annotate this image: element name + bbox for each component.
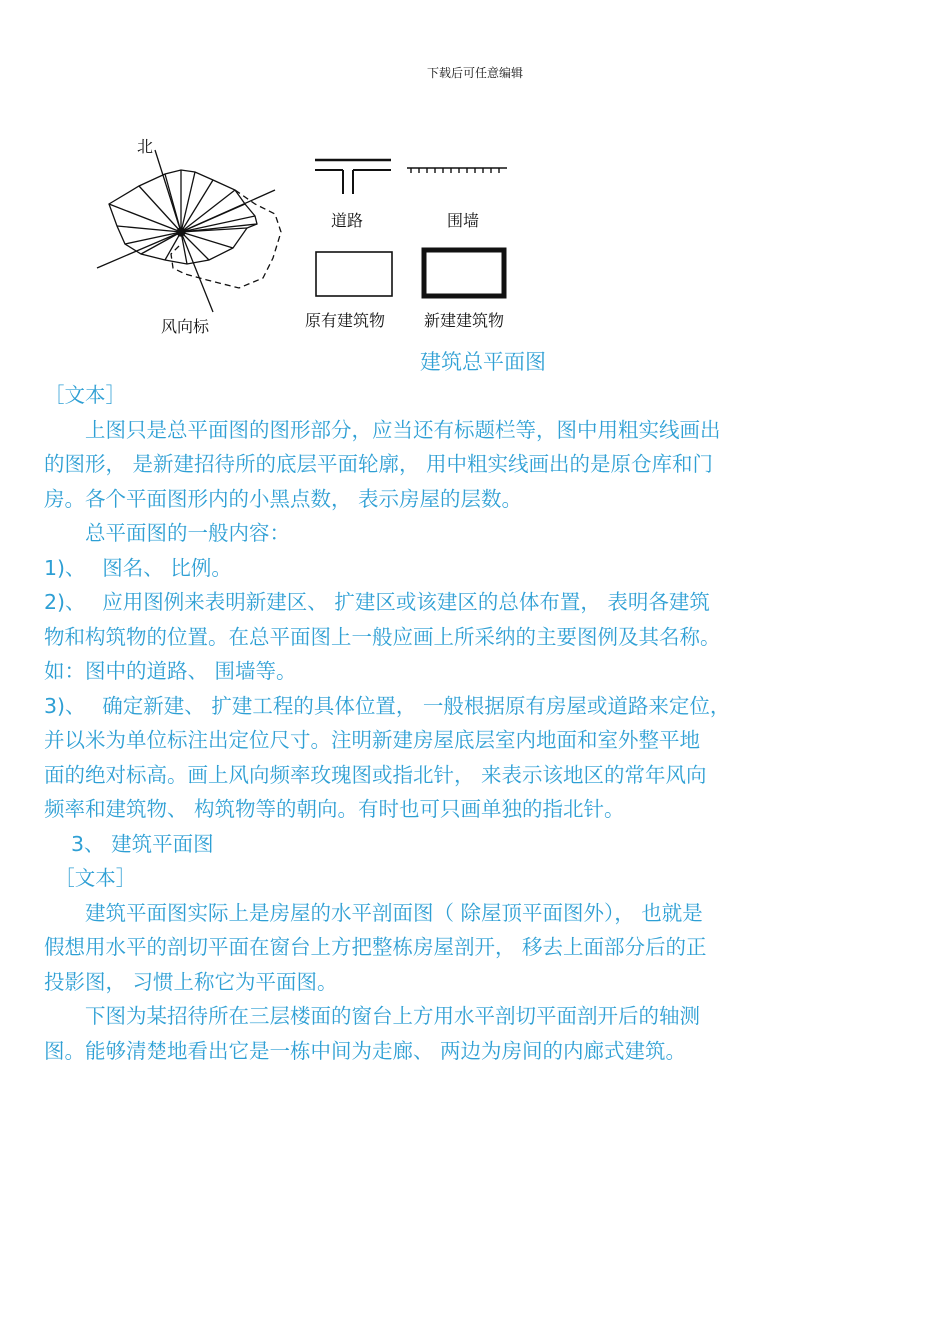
wall-legend-icon <box>407 168 507 173</box>
text-line: 的图形， 是新建招待所的底层平面轮廓， 用中粗实线画出的是原仓库和门 <box>44 452 714 476</box>
existing-building-label: 原有建筑物 <box>305 311 386 330</box>
site-plan-legend-figure <box>95 128 525 338</box>
text-line: 频率和建筑物、 构筑物等的朝向。有时也可只画单独的指北针。 <box>44 797 625 821</box>
figure-caption: 建筑总平面图 <box>420 350 546 374</box>
text-line: 图。能够清楚地看出它是一栋中间为走廊、 两边为房间的内廊式建筑。 <box>44 1038 687 1063</box>
text-line: 建筑平面图实际上是房屋的水平剖面图（ 除屋顶平面图外）， 也就是 <box>44 900 703 925</box>
text-line: 下图为某招待所在三层楼面的窗台上方用水平剖切平面剖开后的轴测 <box>44 1004 700 1028</box>
text-line: 如：图中的道路、 围墙等。 <box>44 659 297 683</box>
existing-building-legend-icon <box>316 252 392 296</box>
new-building-legend-icon <box>424 250 504 296</box>
wind-rose-center <box>177 228 185 236</box>
text-line: 假想用水平的剖切平面在窗台上方把整栋房屋剖开， 移去上面部分后的正 <box>44 935 707 959</box>
text-line: 1)、 图名、 比例。 <box>44 555 232 580</box>
text-line: 房。各个平面图形内的小黑点数， 表示房屋的层数。 <box>44 486 523 511</box>
page-header: 下载后可任意编辑 <box>426 66 523 80</box>
north-label: 北 <box>137 137 154 156</box>
text-line: 总平面图的一般内容： <box>44 521 290 545</box>
north-arrow-line <box>155 150 181 232</box>
section-heading: 3、 建筑平面图 <box>44 831 214 856</box>
text-line: 并以米为单位标注出定位尺寸。注明新建房屋底层室内地面和室外整平地 <box>44 728 700 752</box>
wind-rose-and-legend-drawing <box>95 128 525 338</box>
road-label: 道路 <box>331 211 364 230</box>
text-line: 面的绝对标高。画上风向频率玫瑰图或指北针， 来表示该地区的常年风向 <box>44 762 707 787</box>
text-line: 3)、 确定新建、 扩建工程的具体位置， 一般根据原有房屋或道路来定位， <box>44 693 731 718</box>
body-text <box>44 378 834 1068</box>
road-legend-icon <box>315 160 391 194</box>
wind-indicator-label: 风向标 <box>161 317 210 336</box>
text-line: 2)、 应用图例来表明新建区、 扩建区或该建区的总体布置， 表明各建筑 <box>44 590 710 614</box>
text-line: ［文本］ <box>44 866 137 890</box>
wind-rose-icon <box>97 150 281 312</box>
wind-rose-spokes <box>109 170 257 264</box>
wall-label: 围墙 <box>447 211 480 230</box>
new-building-label: 新建建筑物 <box>424 311 505 330</box>
text-line: 物和构筑物的位置。在总平面图上一般应画上所采纳的主要图例及其名称。 <box>44 624 721 649</box>
text-line: ［文本］ <box>44 383 126 407</box>
text-line: 上图只是总平面图的图形部分，应当还有标题栏等，图中用粗实线画出 <box>44 417 721 442</box>
text-line: 投影图， 习惯上称它为平面图。 <box>44 969 338 994</box>
